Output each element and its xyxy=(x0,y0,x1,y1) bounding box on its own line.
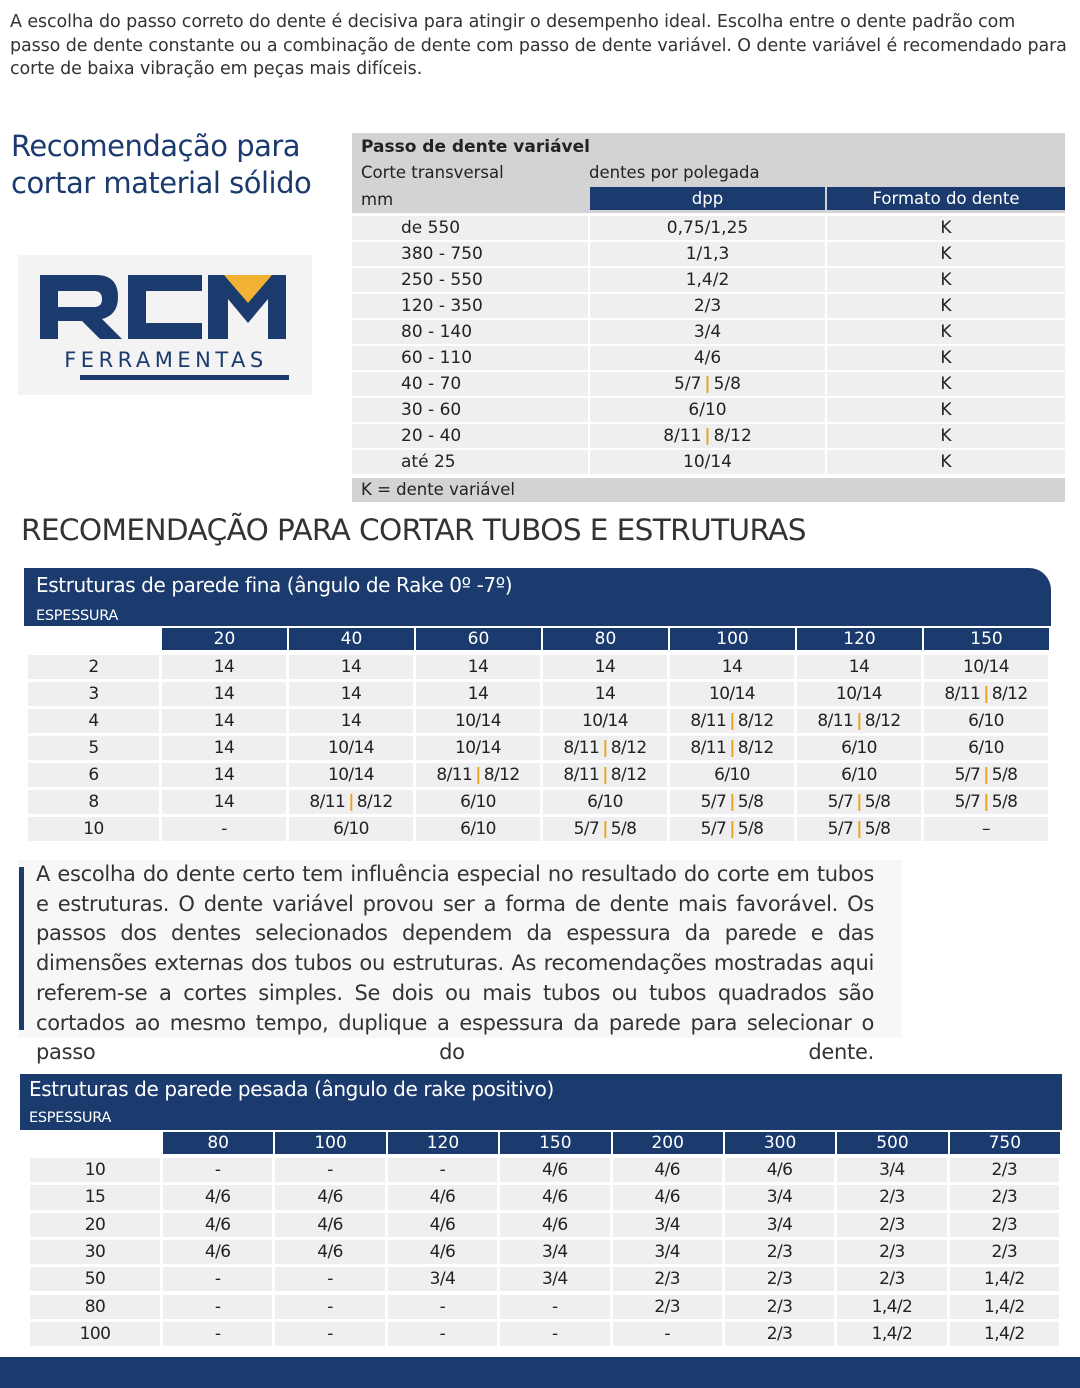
pitch-cell: 10/14 xyxy=(797,682,921,706)
dpp-part: 8/12 xyxy=(713,426,752,446)
wall-thickness-cell: 3 xyxy=(28,682,159,706)
value-part: 5/7 xyxy=(827,819,854,839)
pitch-cell: 4/6 xyxy=(275,1240,384,1264)
pitch-cell: 6/10 xyxy=(797,763,921,787)
pitch-cell: - xyxy=(275,1158,384,1182)
pitch-cell: 3/4 xyxy=(613,1240,722,1264)
solid-title-line2: cortar material sólido xyxy=(11,166,312,200)
value-separator: | xyxy=(475,765,481,785)
pitch-cell: 14 xyxy=(162,763,286,787)
value-part: 8/11 xyxy=(817,711,854,731)
variable-table-row xyxy=(352,398,1065,422)
value-part: 5/7 xyxy=(573,819,600,839)
pitch-cell: 2/3 xyxy=(725,1295,834,1319)
value-part: 5/7 xyxy=(827,792,854,812)
wall-thickness-cell: 10 xyxy=(30,1158,160,1182)
variable-table-title: Passo de dente variável xyxy=(361,137,590,157)
pitch-cell: 14 xyxy=(162,736,286,760)
value-separator: | xyxy=(348,792,354,812)
dpp-value: 10/14 xyxy=(590,450,825,474)
column-header-150: 150 xyxy=(924,626,1049,650)
wall-label-line1: ESPESSURA xyxy=(36,608,118,624)
value-part: 8/12 xyxy=(610,765,647,785)
dpp-part: 5/8 xyxy=(713,374,741,394)
dpp-value: 3/4 xyxy=(590,320,825,344)
value-part: 8/12 xyxy=(610,738,647,758)
pitch-cell: 4/6 xyxy=(275,1185,384,1209)
wall-thickness-cell: 10 xyxy=(28,817,159,841)
value-part: 5/8 xyxy=(864,792,891,812)
pitch-cell: 14 xyxy=(797,655,921,679)
pitch-cell: 2/3 xyxy=(950,1158,1059,1182)
variable-table-row xyxy=(352,216,1065,240)
wall-thickness-cell: 100 xyxy=(30,1322,160,1346)
column-header-40: 40 xyxy=(289,626,414,650)
column-header-200: 200 xyxy=(613,1130,723,1154)
pitch-cell: - xyxy=(163,1322,272,1346)
pitch-cell xyxy=(924,790,1048,814)
pitch-cell: - xyxy=(275,1322,384,1346)
tube-paragraph-box xyxy=(18,860,902,1065)
value-separator: | xyxy=(704,374,711,394)
dpp-part: 5/7 xyxy=(674,374,702,394)
wall-thickness-cell: 20 xyxy=(30,1213,160,1237)
pitch-cell: 10/14 xyxy=(289,736,413,760)
dpp-value: 4/6 xyxy=(590,346,825,370)
wall-label-line2: DA PAREDE MM xyxy=(36,630,145,646)
variable-table-row xyxy=(352,346,1065,370)
pitch-cell xyxy=(289,790,413,814)
pitch-cell: – xyxy=(924,817,1048,841)
dpp-value: 1,4/2 xyxy=(590,268,825,292)
variable-table-row xyxy=(352,294,1065,318)
column-header-20: 20 xyxy=(162,626,287,650)
pitch-cell: 2/3 xyxy=(950,1213,1059,1237)
pitch-cell: 6/10 xyxy=(670,763,794,787)
value-part: 5/8 xyxy=(737,819,764,839)
pitch-cell: 14 xyxy=(289,682,413,706)
tooth-shape-column-header: Formato do dente xyxy=(827,187,1065,210)
column-header-80: 80 xyxy=(163,1130,273,1154)
pitch-cell: 6/10 xyxy=(924,736,1048,760)
pitch-cell: 6/10 xyxy=(543,790,667,814)
footer-strip xyxy=(0,1357,1080,1388)
pitch-cell: 4/6 xyxy=(500,1158,609,1182)
pitch-cell xyxy=(670,709,794,733)
pitch-cell: 4/6 xyxy=(163,1240,272,1264)
pitch-cell: 2/3 xyxy=(837,1267,946,1291)
value-part: 5/8 xyxy=(864,819,891,839)
pitch-cell: 1,4/2 xyxy=(837,1322,946,1346)
pitch-cell xyxy=(670,790,794,814)
pitch-cell: 10/14 xyxy=(416,736,540,760)
pitch-cell: 14 xyxy=(416,682,540,706)
cross-section-value: 30 - 60 xyxy=(352,398,588,422)
pitch-cell: 6/10 xyxy=(416,817,540,841)
pitch-cell xyxy=(797,817,921,841)
pitch-cell: 6/10 xyxy=(289,817,413,841)
tube-paragraph: A escolha do dente certo tem influência especial no resultado do corte em tubos e estruturas. O dente variável provou ser a forma de dente mais favorável. Os passos dos dentes selecionados dependem da espessura da parede e das dimensões externas dos tubos ou estruturas. As recomendações mostradas aqui referem-se a cortes simples. Se dois ou mais tubos ou tubos quadrados são cortados ao mesmo tempo, duplique a espessura da parede para selecionar o passo do dente. xyxy=(36,862,874,1065)
cross-section-value: 40 - 70 xyxy=(352,372,588,396)
value-separator: | xyxy=(983,684,989,704)
column-header-150: 150 xyxy=(500,1130,610,1154)
pitch-cell: 4/6 xyxy=(163,1213,272,1237)
variable-table-row xyxy=(352,450,1065,474)
value-separator: | xyxy=(602,765,608,785)
cross-section-value: de 550 xyxy=(352,216,588,240)
value-separator: | xyxy=(729,819,735,839)
column-header-500: 500 xyxy=(837,1130,947,1154)
column-header-100: 100 xyxy=(275,1130,385,1154)
value-part: 5/7 xyxy=(954,792,981,812)
value-part: 8/12 xyxy=(356,792,393,812)
cross-section-value: 20 - 40 xyxy=(352,424,588,448)
value-separator: | xyxy=(704,426,711,446)
pitch-cell: 14 xyxy=(289,709,413,733)
value-part: 5/7 xyxy=(954,765,981,785)
solid-section-title xyxy=(11,128,331,202)
cross-section-value: 120 - 350 xyxy=(352,294,588,318)
pitch-cell: 14 xyxy=(289,655,413,679)
tooth-shape-value: K xyxy=(827,424,1065,448)
column-header-120: 120 xyxy=(797,626,922,650)
pitch-cell xyxy=(670,736,794,760)
value-separator: | xyxy=(602,738,608,758)
value-separator: | xyxy=(602,819,608,839)
tooth-shape-value: K xyxy=(827,294,1065,318)
dpp-value xyxy=(590,424,825,448)
value-part: 8/12 xyxy=(864,711,901,731)
wall-thickness-cell: 8 xyxy=(28,790,159,814)
pitch-cell: 10/14 xyxy=(670,682,794,706)
pitch-cell: - xyxy=(500,1295,609,1319)
variable-table-row xyxy=(352,372,1065,396)
pitch-cell: 6/10 xyxy=(924,709,1048,733)
pitch-cell: 3/4 xyxy=(725,1185,834,1209)
dpp-value: 1/1,3 xyxy=(590,242,825,266)
logo-subtitle: FERRAMENTAS xyxy=(64,348,268,372)
column-header-120: 120 xyxy=(388,1130,498,1154)
tubes-section-title: RECOMENDAÇÃO PARA CORTAR TUBOS E ESTRUTURAS xyxy=(21,513,806,547)
pitch-cell: 14 xyxy=(162,682,286,706)
wall-thickness-cell: 80 xyxy=(30,1295,160,1319)
wall-thickness-cell: 2 xyxy=(28,655,159,679)
tooth-shape-value: K xyxy=(827,242,1065,266)
pitch-cell: 2/3 xyxy=(613,1267,722,1291)
pitch-cell: 14 xyxy=(162,790,286,814)
value-part: 5/8 xyxy=(737,792,764,812)
value-separator: | xyxy=(983,765,989,785)
pitch-cell: 1,4/2 xyxy=(950,1295,1059,1319)
value-part: 8/11 xyxy=(690,738,727,758)
wall-thickness-cell: 6 xyxy=(28,763,159,787)
solid-title-line1: Recomendação para xyxy=(11,129,301,163)
tooth-shape-value: K xyxy=(827,450,1065,474)
dpp-column-header: dpp xyxy=(590,187,825,210)
value-part: 8/11 xyxy=(563,738,600,758)
intro-paragraph: A escolha do passo correto do dente é decisiva para atingir o desempenho ideal. Escolha entre o dente padrão com passo de dente constante ou a combinação de dente com passo de dente variável. O dente variável é recomendado para corte de baixa vibração em peças mais difíceis. xyxy=(10,12,1067,79)
pitch-cell xyxy=(924,763,1048,787)
pitch-cell: 2/3 xyxy=(613,1295,722,1319)
pitch-cell: 2/3 xyxy=(950,1240,1059,1264)
value-part: 8/11 xyxy=(309,792,346,812)
pitch-cell: 1,4/2 xyxy=(950,1322,1059,1346)
pitch-cell: 2/3 xyxy=(837,1240,946,1264)
pitch-cell: 4/6 xyxy=(500,1213,609,1237)
pitch-cell: 14 xyxy=(543,655,667,679)
value-part: 8/12 xyxy=(483,765,520,785)
pitch-cell xyxy=(797,790,921,814)
pitch-cell: - xyxy=(388,1295,497,1319)
cross-section-label: Corte transversal xyxy=(361,163,504,182)
tooth-shape-value: K xyxy=(827,216,1065,240)
tooth-shape-value: K xyxy=(827,398,1065,422)
dpp-value xyxy=(590,372,825,396)
pitch-cell: - xyxy=(500,1322,609,1346)
pitch-cell xyxy=(543,817,667,841)
variable-table-row xyxy=(352,268,1065,292)
pitch-cell: 4/6 xyxy=(500,1185,609,1209)
pitch-cell: 4/6 xyxy=(725,1158,834,1182)
variable-table-row xyxy=(352,320,1065,344)
pitch-cell: 3/4 xyxy=(388,1267,497,1291)
pitch-cell: 14 xyxy=(416,655,540,679)
cross-section-value: 380 - 750 xyxy=(352,242,588,266)
value-part: 5/8 xyxy=(991,792,1018,812)
thin_table-row-label xyxy=(36,605,145,649)
value-part: 8/11 xyxy=(436,765,473,785)
rcm-logo xyxy=(18,255,312,395)
dpp-part: 8/11 xyxy=(663,426,702,446)
pitch-cell: 2/3 xyxy=(950,1185,1059,1209)
teeth-per-inch-label: dentes por polegada xyxy=(589,163,760,182)
pitch-cell: 4/6 xyxy=(388,1240,497,1264)
pitch-cell: 2/3 xyxy=(837,1213,946,1237)
tooth-shape-value: K xyxy=(827,268,1065,292)
cross-section-value: 250 - 550 xyxy=(352,268,588,292)
variable-table-footnote: K = dente variável xyxy=(352,478,1065,502)
value-separator: | xyxy=(729,792,735,812)
pitch-cell: 1,4/2 xyxy=(837,1295,946,1319)
pitch-cell: - xyxy=(388,1322,497,1346)
pitch-cell: 10/14 xyxy=(543,709,667,733)
tooth-shape-value: K xyxy=(827,320,1065,344)
heavy_table-title: Estruturas de parede pesada (ângulo de rake positivo) xyxy=(29,1077,554,1101)
wall-label-line1: ESPESSURA xyxy=(29,1110,111,1126)
pitch-cell xyxy=(670,817,794,841)
value-separator: | xyxy=(856,792,862,812)
pitch-cell: 4/6 xyxy=(275,1213,384,1237)
value-part: 8/11 xyxy=(563,765,600,785)
paragraph-accent-bar xyxy=(19,867,24,1030)
dpp-value: 2/3 xyxy=(590,294,825,318)
pitch-cell: 3/4 xyxy=(613,1213,722,1237)
pitch-cell xyxy=(797,709,921,733)
dpp-value: 6/10 xyxy=(590,398,825,422)
pitch-cell: - xyxy=(163,1267,272,1291)
pitch-cell xyxy=(416,763,540,787)
pitch-cell: 2/3 xyxy=(837,1185,946,1209)
value-part: 5/7 xyxy=(700,819,727,839)
pitch-cell: 3/4 xyxy=(500,1240,609,1264)
value-part: 8/12 xyxy=(737,738,774,758)
pitch-cell: 10/14 xyxy=(289,763,413,787)
value-part: 5/8 xyxy=(610,819,637,839)
tooth-shape-value: K xyxy=(827,372,1065,396)
value-part: 8/11 xyxy=(690,711,727,731)
value-part: 5/7 xyxy=(700,792,727,812)
value-separator: | xyxy=(856,711,862,731)
pitch-cell xyxy=(924,682,1048,706)
pitch-cell: - xyxy=(163,1158,272,1182)
pitch-cell: 6/10 xyxy=(797,736,921,760)
pitch-cell: 4/6 xyxy=(388,1213,497,1237)
pitch-cell xyxy=(543,763,667,787)
pitch-cell: 4/6 xyxy=(163,1185,272,1209)
pitch-cell: 4/6 xyxy=(388,1185,497,1209)
variable-table-row xyxy=(352,242,1065,266)
cross-section-value: 80 - 140 xyxy=(352,320,588,344)
pitch-cell: - xyxy=(162,817,286,841)
value-separator: | xyxy=(729,711,735,731)
pitch-cell: - xyxy=(163,1295,272,1319)
heavy_table-row-label xyxy=(29,1107,138,1151)
cross-section-value: até 25 xyxy=(352,450,588,474)
pitch-cell: - xyxy=(275,1295,384,1319)
dpp-value: 0,75/1,25 xyxy=(590,216,825,240)
pitch-cell: - xyxy=(388,1158,497,1182)
pitch-cell xyxy=(543,736,667,760)
pitch-cell: 14 xyxy=(670,655,794,679)
pitch-cell: 1,4/2 xyxy=(950,1267,1059,1291)
wall-thickness-cell: 15 xyxy=(30,1185,160,1209)
wall-label-line2: DA PAREDE MM xyxy=(29,1132,138,1148)
pitch-cell: 6/10 xyxy=(416,790,540,814)
column-header-750: 750 xyxy=(950,1130,1060,1154)
thin_table-title: Estruturas de parede fina (ângulo de Rake 0º -7º) xyxy=(36,573,513,597)
pitch-cell: 2/3 xyxy=(725,1240,834,1264)
value-part: 5/8 xyxy=(991,765,1018,785)
value-separator: | xyxy=(856,819,862,839)
value-part: 8/11 xyxy=(944,684,981,704)
column-header-100: 100 xyxy=(670,626,795,650)
wall-thickness-cell: 30 xyxy=(30,1240,160,1264)
value-separator: | xyxy=(983,792,989,812)
pitch-cell: 2/3 xyxy=(725,1267,834,1291)
pitch-cell: 4/6 xyxy=(613,1185,722,1209)
rcm-logo-graphic xyxy=(18,255,312,395)
cross-section-value: 60 - 110 xyxy=(352,346,588,370)
column-header-80: 80 xyxy=(543,626,668,650)
pitch-cell: - xyxy=(613,1322,722,1346)
pitch-cell: 14 xyxy=(543,682,667,706)
pitch-cell: 4/6 xyxy=(613,1158,722,1182)
pitch-cell: 10/14 xyxy=(416,709,540,733)
wall-thickness-cell: 50 xyxy=(30,1267,160,1291)
pitch-cell: 10/14 xyxy=(924,655,1048,679)
tooth-shape-value: K xyxy=(827,346,1065,370)
pitch-cell: 3/4 xyxy=(500,1267,609,1291)
value-part: 8/12 xyxy=(737,711,774,731)
pitch-cell: 3/4 xyxy=(725,1213,834,1237)
mm-unit-label: mm xyxy=(361,190,394,209)
variable-table-row xyxy=(352,424,1065,448)
pitch-cell: 14 xyxy=(162,709,286,733)
wall-thickness-cell: 4 xyxy=(28,709,159,733)
variable-pitch-table xyxy=(352,133,1065,502)
variable-table-header xyxy=(352,133,1065,213)
pitch-cell: 3/4 xyxy=(837,1158,946,1182)
value-separator: | xyxy=(729,738,735,758)
column-header-60: 60 xyxy=(416,626,541,650)
value-part: 8/12 xyxy=(991,684,1028,704)
pitch-cell: 14 xyxy=(162,655,286,679)
wall-thickness-cell: 5 xyxy=(28,736,159,760)
pitch-cell: 2/3 xyxy=(725,1322,834,1346)
pitch-cell: - xyxy=(275,1267,384,1291)
column-header-300: 300 xyxy=(725,1130,835,1154)
